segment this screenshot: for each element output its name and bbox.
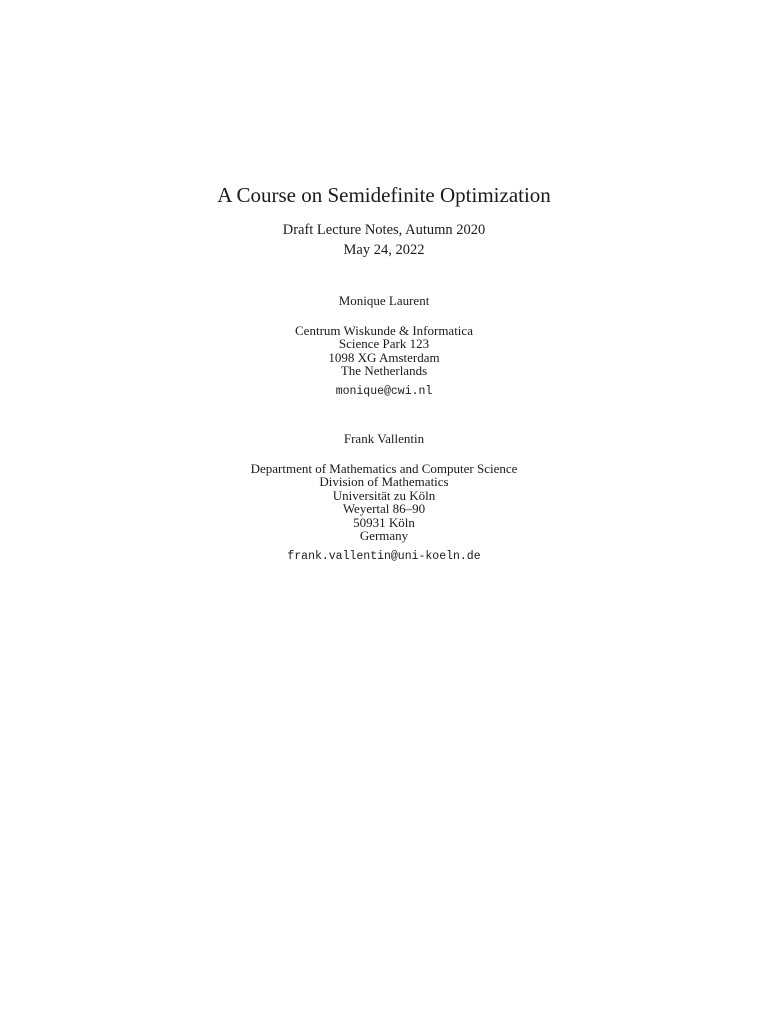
address-line: The Netherlands (340, 363, 428, 379)
address-line: Department of Mathematics and Computer Science (250, 461, 518, 476)
author-name: Frank Vallentin (343, 431, 425, 446)
address-line: Division of Mathematics (319, 474, 449, 490)
address-line: 1098 XG Amsterdam (328, 349, 440, 365)
author-name: Monique Laurent (338, 293, 430, 308)
address-line: Weyertal 86–90 (342, 501, 426, 517)
address-line: Science Park 123 (338, 336, 430, 352)
author-email: monique@cwi.nl (335, 385, 433, 398)
author-email: frank.vallentin@uni-koeln.de (287, 550, 481, 563)
address-line: Germany (359, 527, 409, 543)
address-line: Universität zu Köln (332, 487, 436, 503)
document-title: A Course on Semidefinite Optimization (217, 183, 551, 207)
document-subtitle: Draft Lecture Notes, Autumn 2020 (282, 222, 486, 238)
address-line: 50931 Köln (353, 514, 415, 530)
author-address (0, 462, 768, 542)
author-address (0, 324, 768, 378)
address-line: Centrum Wiskunde & Informatica (295, 323, 473, 338)
document-date: May 24, 2022 (343, 242, 425, 258)
